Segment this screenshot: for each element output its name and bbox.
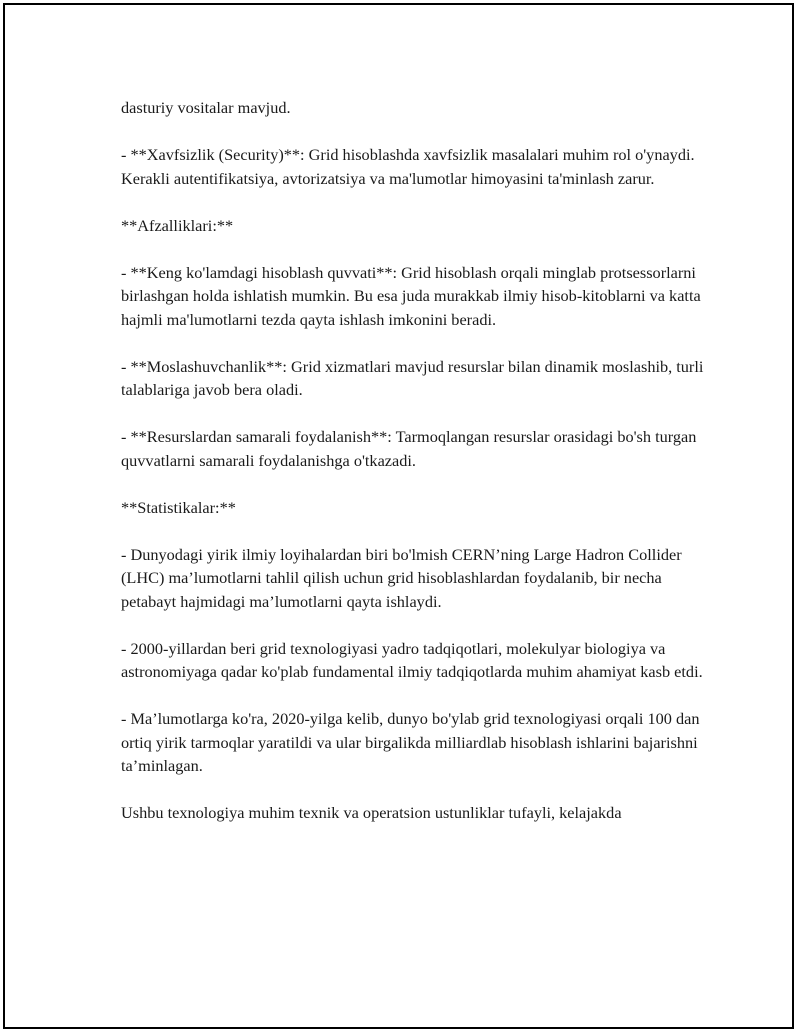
- page-frame: [3, 3, 794, 1029]
- paragraph-computing-power: - **Keng ko'lamdagi hisoblash quvvati**: Grid hisoblash orqali minglab protsessorlarni birlashgan holda ishlatish mumkin. Bu esa juda murakkab ilmiy hisob-kitoblarni va katta hajmli ma'lumotlarni tezda qayta ishlash imkonini beradi.: [121, 262, 701, 329]
- heading-advantages: **Afzalliklari:**: [121, 215, 234, 235]
- paragraph-2020-networks: - Ma’lumotlarga ko'ra, 2020-yilga kelib, dunyo bo'ylab grid texnologiyasi orqali 100 dan ortiq yirik tarmoqlar yaratildi va ular birgalikda milliardlab hisoblash ishlarini bajarishni ta’minlagan.: [121, 709, 700, 775]
- paragraph-flexibility: - **Moslashuvchanlik**: Grid xizmatlari mavjud resurslar bilan dinamik moslashib, turli talablariga javob bera oladi.: [121, 356, 704, 399]
- paragraph-resource-efficiency: - **Resurslardan samarali foydalanish**: Tarmoqlangan resurslar orasidagi bo'sh turgan quvvatlarni samarali foydalanishga o'tkazadi.: [121, 427, 697, 470]
- paragraph-cern-lhc: - Dunyodagi yirik ilmiy loyihalardan biri bo'lmish CERN’ning Large Hadron Collider (LHC) ma’lumotlarni tahlil qilish uchun grid hisoblashlardan foydalanib, bir necha petabayt hajmidagi ma’lumotlarni qayta ishlaydi.: [121, 544, 682, 611]
- paragraph-conclusion: Ushbu texnologiya muhim texnik va operatsion ustunliklar tufayli, kelajakda: [121, 803, 622, 822]
- paragraph-continuation: dasturiy vositalar mavjud.: [121, 98, 291, 117]
- paragraph-security: - **Xavfsizlik (Security)**: Grid hisoblashda xavfsizlik masalalari muhim rol o'ynaydi. Kerakli autentifikatsiya, avtorizatsiya va ma'lumotlar himoyasini ta'minlash zarur.: [121, 145, 695, 188]
- heading-statistics: **Statistikalar:**: [121, 497, 236, 517]
- document-body: [121, 96, 711, 848]
- paragraph-since-2000: - 2000-yillardan beri grid texnologiyasi yadro tadqiqotlari, molekulyar biologiya va astronomiyaga qadar ko'plab fundamental ilmiy tadqiqotlarda muhim ahamiyat kasb etdi.: [121, 638, 703, 681]
